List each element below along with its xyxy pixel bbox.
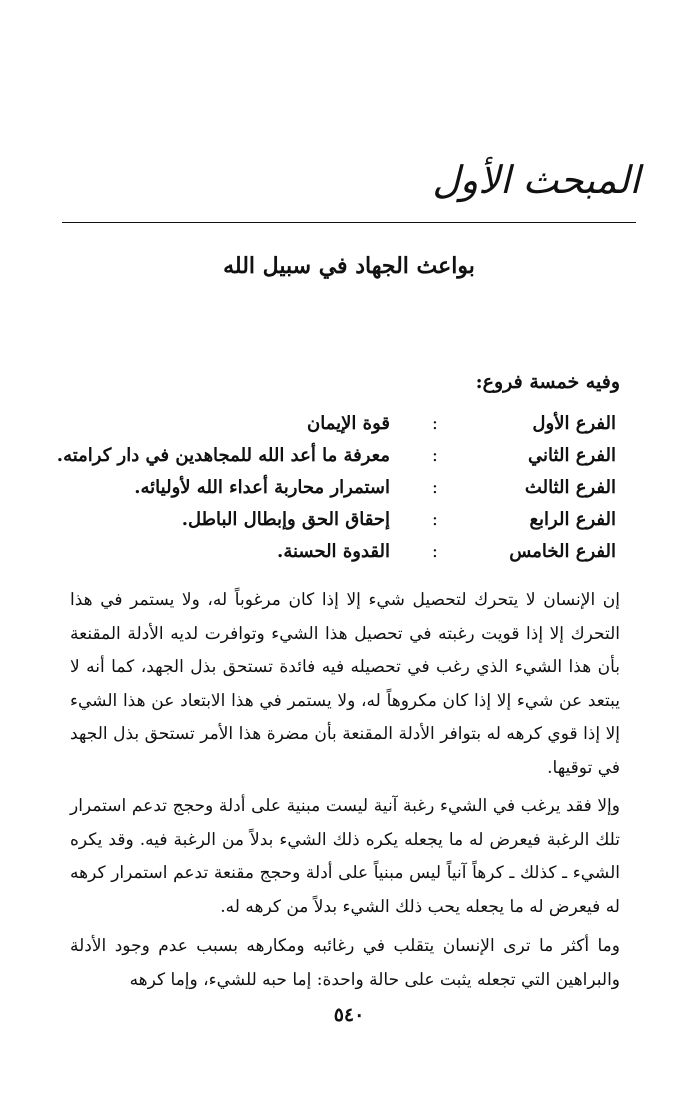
branch-text: استمرار محاربة أعداء الله لأوليائه. bbox=[134, 477, 390, 498]
branch-item bbox=[20, 536, 616, 568]
chapter-title: المبحث الأول bbox=[432, 158, 640, 202]
branch-separator: : bbox=[431, 541, 438, 562]
branch-name: الفرع الخامس bbox=[509, 541, 616, 562]
branch-text: قوة الإيمان bbox=[307, 413, 390, 434]
branch-item bbox=[20, 440, 616, 472]
body-paragraph: وإلا فقد يرغب في الشيء رغبة آنية ليست مبنية على أدلة وحجج تدعم استمرار تلك الرغبة فيعرض له ما يجعله يكره ذلك الشيء بدلاً من الرغبة فيه. وقد يكره الشيء ـ كذلك ـ كرهاً آنياً ليس مبنياً على أدلة وحجج مقنعة تدعم استمرار كرهه له فيعرض له ما يجعله يحب ذلك الشيء بدلاً من كرهه له. bbox=[70, 796, 620, 917]
branch-item bbox=[20, 504, 616, 536]
branch-list bbox=[20, 408, 616, 568]
branch-separator: : bbox=[431, 445, 438, 466]
page-number: ٥٤٠ bbox=[333, 1004, 365, 1026]
branches-intro: وفيه خمسة فروع: bbox=[475, 371, 620, 393]
branch-name: الفرع الثالث bbox=[524, 477, 616, 498]
branch-item bbox=[20, 408, 616, 440]
branch-text: إحقاق الحق وإبطال الباطل. bbox=[181, 509, 390, 530]
section-title: بواعث الجهاد في سبيل الله bbox=[223, 253, 475, 279]
title-divider bbox=[62, 222, 636, 223]
branch-text: القدوة الحسنة. bbox=[277, 541, 390, 562]
body-paragraph: وما أكثر ما ترى الإنسان يتقلب في رغائبه ومكارهه بسبب عدم وجود الأدلة والبراهين التي تجعله يثبت على حالة واحدة: إما حبه للشيء، وإما كرهه bbox=[70, 936, 620, 990]
branch-separator: : bbox=[431, 477, 438, 498]
branch-separator: : bbox=[431, 413, 438, 434]
branch-text: معرفة ما أعد الله للمجاهدين في دار كرامته. bbox=[56, 445, 390, 466]
branch-separator: : bbox=[431, 509, 438, 530]
branch-name: الفرع الرابع bbox=[529, 509, 616, 530]
branch-name: الفرع الثاني bbox=[528, 445, 616, 466]
branch-name: الفرع الأول bbox=[532, 413, 616, 434]
branch-item bbox=[20, 472, 616, 504]
body-paragraph: إن الإنسان لا يتحرك لتحصيل شيء إلا إذا كان مرغوباً له، ولا يستمر في هذا التحرك إلا إذا قويت رغبته في تحصيل هذا الشيء وتوافرت لديه الأدلة المقنعة بأن هذا الشيء الذي رغب في تحصيله فيه فائدة تستحق بذل الجهد، كما أنه لا يبتعد عن شيء إلا إذا كان مكروهاً له، ولا يستمر في هذا الابتعاد عن هذا الشيء إلا إذا قوي كرهه له بتوافر الأدلة المقنعة بأن مضرة هذا الأمر تستحق بذل الجهد في توقيها. bbox=[70, 590, 620, 778]
